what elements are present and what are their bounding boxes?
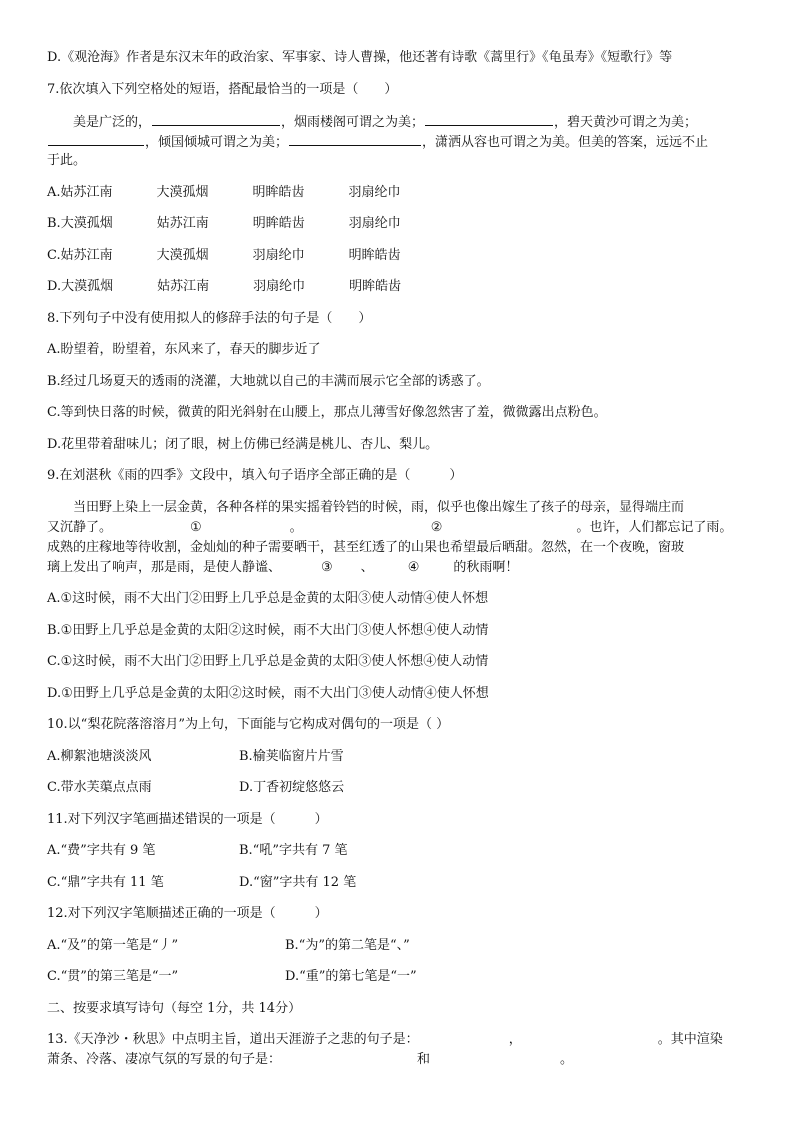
question-13-line-1: 13.《天净沙・秋思》中点明主旨，道出天涯游子之悲的句子是： ， 。其中渲染 <box>47 1032 723 1047</box>
q7-option-c: C.姑苏江南 大漠孤烟 羽扇纶巾 明眸皓齿 <box>47 247 401 263</box>
fill-blank[interactable] <box>48 131 144 146</box>
question-10: 10.以“梨花院落溶溶月”为上句，下面能与它构成对偶句的一项是（ ） <box>47 717 450 732</box>
question-12: 12.对下列汉字笔顺描述正确的一项是（ ） <box>47 906 328 921</box>
q9-passage-line-2: 又沉静了。 ① 。 ② 。也许，人们都忘记了雨。 <box>47 519 733 535</box>
question-7: 7.依次填入下列空格处的短语，搭配最恰当的一项是（ ） <box>47 81 398 97</box>
q11-option-a: A.“费”字共有 9 笔 <box>47 843 156 858</box>
q7-text: ，烟雨楼阁可谓之为美； <box>281 115 425 130</box>
q11-option-d: D.“窗”字共有 12 笔 <box>239 874 357 890</box>
q9-option-d: D.①田野上几乎总是金黄的太阳②这时候，雨不大出门③使人动情④使人怀想 <box>47 685 489 701</box>
q12-option-a: A.“及”的第一笔是“丿” <box>47 937 179 953</box>
blank-marker-3: ③ <box>321 559 333 575</box>
q9-passage-line-1: 当田野上染上一层金黄，各种各样的果实摇着铃铛的时候，雨，似乎也像出嫁生了孩子的母亲，显得端庄而 <box>73 499 685 515</box>
q11-option-b: B.“吼”字共有 7 笔 <box>239 843 348 858</box>
q12-option-b: B.“为”的第二笔是“、” <box>285 937 410 953</box>
q11-options-row-1 <box>47 841 747 873</box>
blank-marker-1: ① <box>190 519 202 535</box>
q8-option-b: B.经过几场夏天的透雨的浇灌，大地就以自己的丰满而展示它全部的诱惑了。 <box>47 373 490 389</box>
question-13-line-2: 萧条、冷落、凄凉气氛的写景的句子是： 和 。 <box>47 1052 574 1067</box>
q7-text: ，潇洒从容也可谓之为美。但美的答案，远远不止 <box>422 135 709 150</box>
q10-option-a: A.柳絮池塘淡淡风 <box>47 748 152 764</box>
q7-text: 美是广泛的， <box>73 115 152 130</box>
blank-marker-4: ④ <box>407 559 420 575</box>
section-2-heading: 二、按要求填写诗句（每空 1分，共 14分） <box>47 1000 302 1016</box>
q7-option-d: D.大漠孤烟 姑苏江南 羽扇纶巾 明眸皓齿 <box>47 279 402 294</box>
q10-options-row-1 <box>47 747 747 779</box>
fill-blank[interactable] <box>152 111 280 126</box>
q12-option-d: D.“重”的第七笔是“一” <box>285 969 417 984</box>
q7-passage-line-1 <box>47 111 747 131</box>
q11-options-row-2 <box>47 873 747 905</box>
q10-option-d: D.丁香初绽悠悠云 <box>239 780 345 795</box>
question-11: 11.对下列汉字笔画描述错误的一项是（ ） <box>47 811 328 827</box>
q9-option-c: C.①这时候，雨不大出门②田野上几乎总是金黄的太阳③使人怀想④使人动情 <box>47 654 489 669</box>
q7-text: ，倾国倾城可谓之为美； <box>145 135 289 150</box>
question-8: 8.下列句子中没有使用拟人的修辞手法的句子是（ ） <box>47 310 372 326</box>
q9-option-a: A.①这时候，雨不大出门②田野上几乎总是金黄的太阳③使人动情④使人怀想 <box>47 591 489 606</box>
q9-passage-line-3: 成熟的庄稼地等待收割，金灿灿的种子需要晒干，甚至红透了的山果也希望最后晒甜。忽然，在一个夜晚，窗玻 <box>47 539 685 555</box>
blank-marker-2: ② <box>430 519 443 535</box>
q12-options-row-1 <box>47 936 747 968</box>
q8-option-d: D.花里带着甜味儿；闭了眼，树上仿佛已经满是桃儿、杏儿、梨儿。 <box>47 436 439 452</box>
exam-page <box>47 48 747 1070</box>
q11-option-c: C.“鼎”字共有 11 笔 <box>47 874 164 890</box>
q9-passage-line-4: 璃上发出了响声，那是雨，是使人静谧、 ③ 、 ④ 的秋雨啊！ <box>47 559 519 575</box>
q8-option-a: A.盼望着，盼望着，东风来了，春天的脚步近了 <box>47 342 321 357</box>
q8-option-c: C.等到快日落的时候，微黄的阳光斜射在山腰上，那点儿薄雪好像忽然害了羞，微微露出点粉色。 <box>47 405 607 420</box>
q10-option-c: C.带水芙蕖点点雨 <box>47 780 152 795</box>
q6-option-d: D.《观沧海》作者是东汉末年的政治家、军事家、诗人曹操，他还著有诗歌《蒿里行》《龟虽寿》《短歌行》等 <box>47 50 673 65</box>
fill-blank[interactable] <box>425 111 553 126</box>
q10-options-row-2 <box>47 778 747 810</box>
q7-text: ，碧天黄沙可谓之为美； <box>554 115 698 130</box>
q10-option-b: B.榆荚临窗片片雪 <box>239 748 344 764</box>
q7-passage-line-2 <box>47 131 747 151</box>
q9-option-b: B.①田野上几乎总是金黄的太阳②这时候，雨不大出门③使人怀想④使人动情 <box>47 622 489 638</box>
fill-blank[interactable] <box>289 131 421 146</box>
q7-option-b: B.大漠孤烟 姑苏江南 明眸皓齿 羽扇纶巾 <box>47 216 401 231</box>
question-9: 9.在刘湛秋《雨的四季》文段中，填入句子语序全部正确的是（ ） <box>47 468 463 483</box>
q7-option-a: A.姑苏江南 大漠孤烟 明眸皓齿 羽扇纶巾 <box>47 184 401 200</box>
q7-passage-line-3: 于此。 <box>47 153 87 168</box>
q12-options-row-2 <box>47 967 747 999</box>
q12-option-c: C.“贯”的第三笔是“一” <box>47 969 179 984</box>
